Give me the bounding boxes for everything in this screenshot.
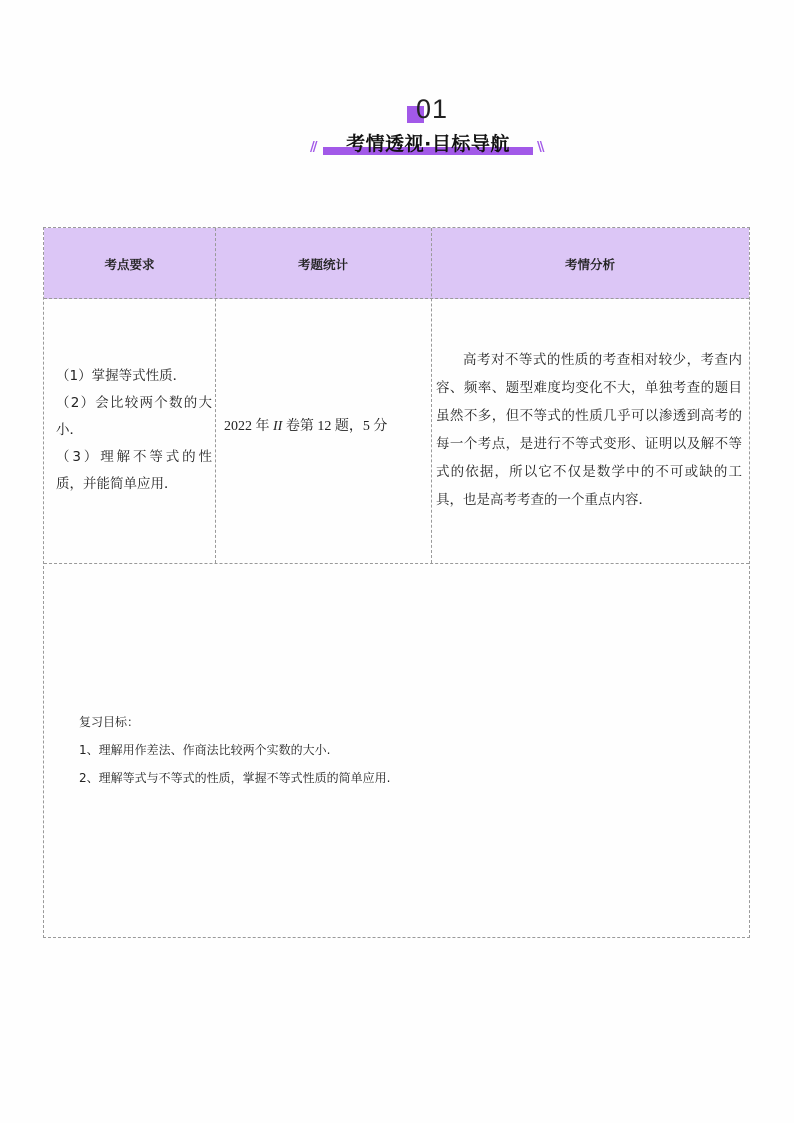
section-number: 01 <box>416 94 449 124</box>
slash-decoration-right-icon: \\ <box>537 140 543 155</box>
requirement-item: （2）会比较两个数的大 <box>56 395 212 411</box>
volume-number: II <box>273 419 283 434</box>
review-goal-item: 1、理解用作差法、作商法比较两个实数的大小. <box>79 743 331 757</box>
section-number-badge <box>404 94 454 128</box>
row-divider <box>44 563 749 564</box>
section-title-banner <box>308 128 548 158</box>
review-goal-item: 2、理解等式与不等式的性质，掌握不等式性质的简单应用. <box>79 771 391 785</box>
slash-decoration-left-icon: // <box>310 140 316 155</box>
review-goals <box>79 708 719 792</box>
requirements-cell <box>56 363 212 498</box>
header-analysis: 考情分析 <box>564 256 615 272</box>
section-title: 考情透视·目标导航 <box>346 133 510 155</box>
requirement-item: 质，并能简单应用． <box>56 476 178 492</box>
header-requirements: 考点要求 <box>104 256 155 272</box>
column-divider <box>431 228 432 563</box>
exam-analysis-table <box>43 227 750 938</box>
requirement-item: （1）掌握等式性质． <box>56 368 187 384</box>
statistics-cell: 2022 年 II 卷第 12 题，5 分 <box>224 419 388 434</box>
header-statistics: 考题统计 <box>297 256 348 272</box>
column-divider <box>215 228 216 563</box>
requirement-item: （3）理解不等式的性 <box>56 449 212 465</box>
requirement-item: 小． <box>56 422 83 438</box>
analysis-cell: 高考对不等式的性质的考查相对较少，考查内容、频率、题型难度均变化不大，单独考查的题目虽然不多，但不等式的性质几乎可以渗透到高考的每一个考点，是进行不等式变形、证明以及解不等式的依据，所以它不仅是数学中的不可或缺的工具，也是高考考查的一个重点内容． <box>436 352 742 508</box>
review-heading: 复习目标： <box>79 715 140 729</box>
